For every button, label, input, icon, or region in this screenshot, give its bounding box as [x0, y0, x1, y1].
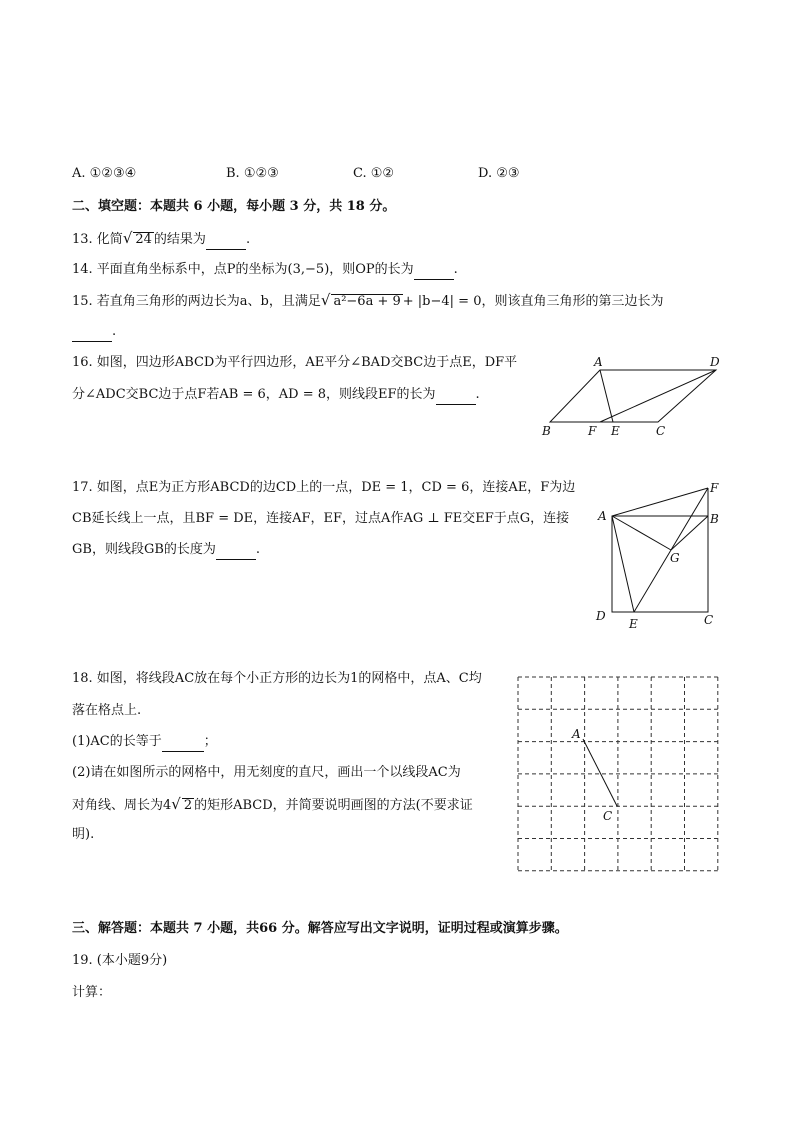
q13-suffix: 的结果为 — [153, 232, 206, 247]
question-16-line2 — [72, 386, 480, 405]
q19-title: 19. (本小题9分) — [72, 953, 168, 968]
q15-radicand: a²−6a + 9 — [333, 294, 401, 309]
q18-line6: 明). — [72, 827, 95, 842]
option-b: B. ①②③ — [226, 166, 279, 181]
q16-end: . — [475, 387, 480, 402]
q14-answer-blank[interactable] — [414, 261, 454, 280]
q17-square-figure — [592, 478, 732, 633]
q17-line2: CB延长线上一点，且BF = DE，连接AF，EF，过点A作AG ⊥ FE交EF于点G，连接 — [72, 511, 570, 526]
q16-label-d: D — [710, 355, 720, 369]
q16-line2: 分∠ADC交BC边于点F若AB = 6，AD = 8，则线段EF的长为 — [72, 387, 436, 402]
question-17-line3 — [72, 541, 260, 560]
q13-answer-blank[interactable] — [206, 231, 246, 250]
q16-segment-ae — [600, 370, 613, 422]
q18-line5-prefix: 对角线、周长为4 — [72, 798, 172, 813]
option-d: D. ②③ — [478, 166, 520, 181]
q17-segment-ag — [612, 516, 671, 550]
q18-grid-figure — [516, 675, 720, 873]
q17-label-b: B — [710, 512, 719, 526]
q17-label-d: D — [596, 609, 606, 623]
q16-segment-df — [600, 370, 716, 422]
q16-parallelogram-figure — [540, 352, 730, 442]
section3-heading: 三、解答题：本题共 7 小题，共66 分。解答应写出文字说明，证明过程或演算步骤。 — [72, 921, 568, 936]
q17-label-a: A — [598, 509, 607, 523]
q16-line1: 16. 如图，四边形ABCD为平行四边形，AE平分∠BAD交BC边于点E，DF平 — [72, 355, 518, 370]
q18-line4: (2)请在如图所示的网格中，用无刻度的直尺，画出一个以线段AC为 — [72, 765, 461, 780]
q17-label-f: F — [710, 481, 719, 495]
option-c: C. ①② — [353, 166, 395, 181]
q17-line3: GB，则线段GB的长度为 — [72, 542, 216, 557]
q13-end: . — [245, 232, 251, 247]
q17-line1: 17. 如图，点E为正方形ABCD的边CD上的一点，DE = 1，CD = 6，连接AE，F为边 — [72, 480, 576, 495]
q18-line5-suffix: 的矩形ABCD，并简要说明画图的方法(不要求证 — [194, 798, 473, 813]
q19-label: 计算： — [72, 985, 112, 1000]
q17-end: . — [255, 542, 261, 557]
q18-segment-ac — [583, 739, 617, 806]
question-13: 13. 化简√ 24 的结果为 . — [72, 229, 250, 250]
q16-label-b: B — [542, 424, 551, 438]
question-15-cont — [72, 323, 116, 342]
question-18-line5: 对角线、周长为4√ 2 的矩形ABCD，并简要说明画图的方法(不要求证 — [72, 795, 473, 813]
question-15: 15. 若直角三角形的两边长为a、b，且满足√ a²−6a + 9 + |b−4| = 0，则该直角三角形的第三边长为 — [72, 291, 664, 309]
q15-prefix: 15. 若直角三角形的两边长为a、b，且满足 — [72, 294, 321, 309]
q17-segment-gb — [671, 516, 708, 550]
q18-line3-end: ； — [203, 734, 217, 749]
q18-label-c: C — [603, 809, 613, 823]
q14-end: . — [453, 262, 458, 277]
q18-line1: 18. 如图，将线段AC放在每个小正方形的边长为1的网格中，点A、C均 — [72, 671, 482, 686]
q17-label-g: G — [670, 551, 680, 565]
q14-text: 14. 平面直角坐标系中，点P的坐标为(3,−5)，则OP的长为 — [72, 262, 414, 277]
q17-segment-ae — [612, 516, 634, 612]
q18-line2: 落在格点上. — [72, 703, 142, 718]
q16-answer-blank[interactable] — [436, 386, 476, 405]
q17-label-c: C — [704, 613, 714, 627]
q18-line3: (1)AC的长等于 — [72, 734, 162, 749]
q18-answer-blank[interactable] — [162, 733, 204, 752]
q18-label-a: A — [572, 727, 581, 741]
section2-heading: 二、填空题：本题共 6 小题，每小题 3 分，共 18 分。 — [72, 199, 396, 214]
q16-label-e: E — [611, 424, 620, 438]
question-18-part1 — [72, 733, 217, 752]
q17-label-e: E — [629, 617, 638, 631]
q13-radicand: 24 — [135, 232, 152, 247]
q16-label-f: F — [588, 424, 597, 438]
q18-line5-radicand: 2 — [183, 798, 193, 813]
question-14 — [72, 261, 458, 280]
q17-answer-blank[interactable] — [216, 541, 256, 560]
q15-end: . — [112, 324, 117, 339]
q16-label-c: C — [656, 424, 666, 438]
q13-prefix: 13. 化简 — [72, 232, 123, 247]
q15-middle: + |b−4| = 0，则该直角三角形的第三边长为 — [402, 294, 664, 309]
option-a: A. ①②③④ — [72, 166, 137, 181]
q16-label-a: A — [594, 355, 603, 369]
q15-answer-blank[interactable] — [72, 323, 112, 342]
q18-dashed-grid — [518, 677, 718, 871]
